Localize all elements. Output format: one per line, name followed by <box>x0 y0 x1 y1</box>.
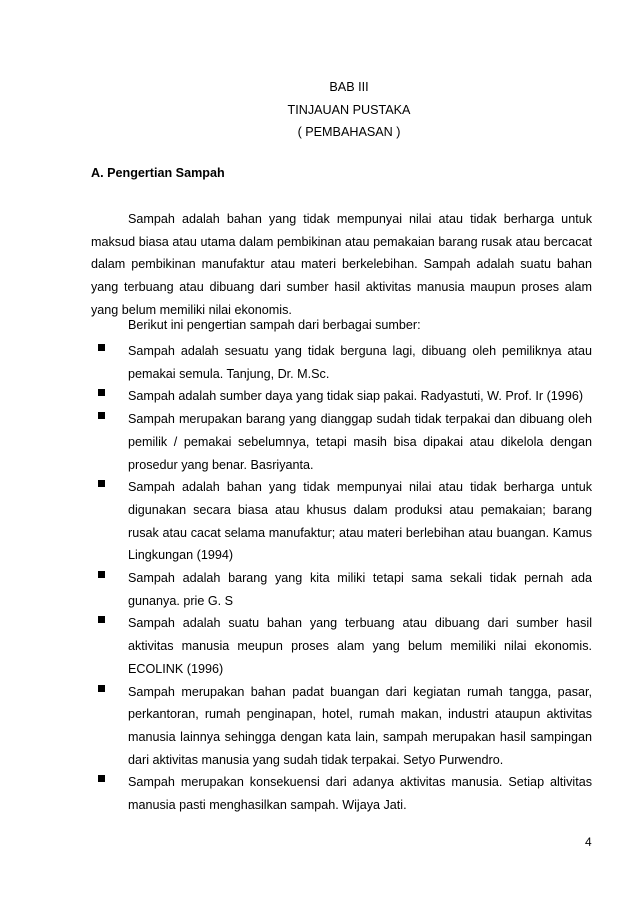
list-item <box>0 385 638 408</box>
square-bullet-icon <box>98 412 105 419</box>
list-item <box>0 681 638 772</box>
square-bullet-icon <box>98 344 105 351</box>
square-bullet-icon <box>98 685 105 692</box>
list-item <box>0 340 638 385</box>
chapter-subtitle: ( PEMBAHASAN ) <box>297 125 401 139</box>
list-item-text: Sampah adalah barang yang kita miliki tetapi sama sekali tidak pernah ada gunanya. prie G. S <box>128 571 592 608</box>
definition-paragraph: Sampah adalah bahan yang tidak mempunyai nilai atau tidak berharga untuk maksud biasa atau utama dalam pembikinan atau pemakaian barang rusak atau bercacat dalam pembikinan manufaktur atau materi berkelebihan. Sampah adalah suatu bahan yang terbuang atau dibuang dari sumber hasil aktivitas manusia maupun proses alam yang belum memiliki nilai ekonomis. <box>91 212 592 317</box>
page-number: 4 <box>585 835 592 849</box>
list-item-text: Sampah adalah sumber daya yang tidak siap pakai. Radyastuti, W. Prof. Ir (1996) <box>128 389 584 404</box>
square-bullet-icon <box>98 571 105 578</box>
list-item-text: Sampah adalah bahan yang tidak mempunyai nilai atau tidak berharga untuk digunakan secara biasa atau khusus dalam produksi atau pemakaian; barang rusak atau cacat selama manufaktur; atau materi berlebihan atau buangan. Kamus Lingkungan (1994) <box>128 480 592 563</box>
list-item-text: Sampah merupakan konsekuensi dari adanya aktivitas manusia. Setiap altivitas manusia pasti menghasilkan sampah. Wijaya Jati. <box>128 775 592 813</box>
list-item-text: Sampah merupakan barang yang dianggap sudah tidak terpakai dan dibuang oleh pemilik / pemakai sebelumnya, tetapi masih bisa dipakai atau dikelola dengan prosedur yang benar. Basriyanta. <box>128 412 592 472</box>
list-item <box>0 612 638 680</box>
square-bullet-icon <box>98 480 105 487</box>
list-item-text: Sampah adalah sesuatu yang tidak berguna lagi, dibuang oleh pemiliknya atau pemakai semula. Tanjung, Dr. M.Sc. <box>128 344 592 381</box>
square-bullet-icon <box>98 616 105 623</box>
square-bullet-icon <box>98 389 105 396</box>
list-item-text: Sampah merupakan bahan padat buangan dari kegiatan rumah tangga, pasar, perkantoran, rumah penginapan, hotel, rumah makan, industri ataupun aktivitas manusia lainnya sehingga dengan kata lain, sampah merupakan hasil sampingan dari aktivitas manusia yang sudah tidak terpakai. Setyo Purwendro. <box>128 684 592 767</box>
list-item <box>0 408 638 476</box>
list-item <box>0 567 638 612</box>
section-heading: A. Pengertian Sampah <box>91 166 225 180</box>
square-bullet-icon <box>98 775 105 782</box>
list-item-text: Sampah adalah suatu bahan yang terbuang atau dibuang dari sumber hasil aktivitas manusia meupun proses alam yang belum memiliki nilai ekonomis. ECOLINK (1996) <box>128 616 592 676</box>
list-item <box>0 476 638 567</box>
definition-list <box>0 340 638 817</box>
list-item <box>0 771 638 816</box>
sources-intro: Berikut ini pengertian sampah dari berbagai sumber: <box>128 318 421 332</box>
chapter-number: BAB III <box>329 80 369 94</box>
chapter-title: TINJAUAN PUSTAKA <box>287 103 411 117</box>
